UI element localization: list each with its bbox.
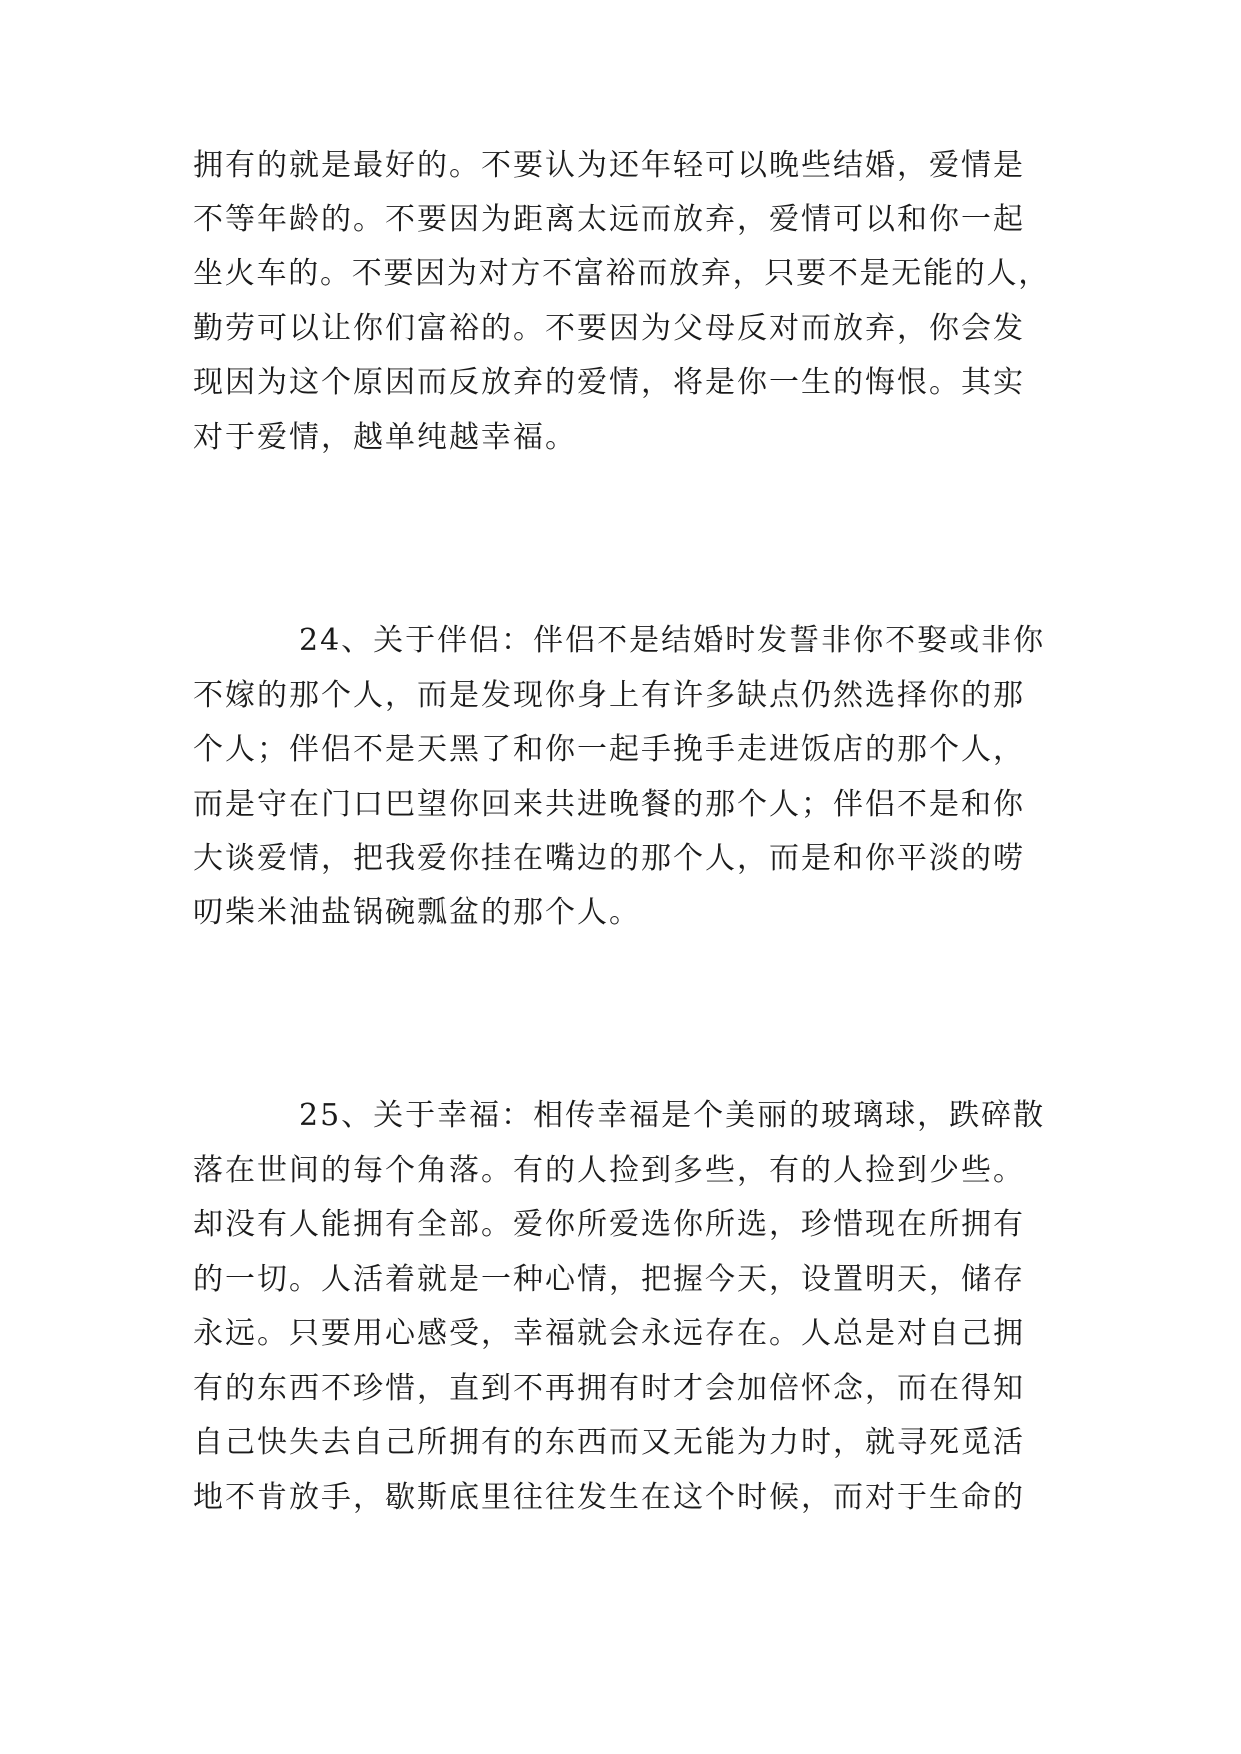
text-line: 却没有人能拥有全部。爱你所爱选你所选，珍惜现在所拥有 bbox=[193, 1207, 1025, 1242]
text-line: 现因为这个原因而反放弃的爱情，将是你一生的悔恨。其实 bbox=[193, 365, 1025, 400]
text-line: 永远。只要用心感受，幸福就会永远存在。人总是对自己拥 bbox=[193, 1316, 1025, 1351]
text-line: 对于爱情，越单纯越幸福。 bbox=[193, 420, 577, 455]
text-line: 自己快失去自己所拥有的东西而又无能为力时，就寻死觅活 bbox=[193, 1425, 1025, 1460]
text-line: 地不肯放手，歇斯底里往往发生在这个时候，而对于生命的 bbox=[193, 1480, 1025, 1515]
text-line: 不等年龄的。不要因为距离太远而放弃，爱情可以和你一起 bbox=[193, 202, 1025, 237]
text-line: 25、关于幸福：相传幸福是个美丽的玻璃球，跌碎散 bbox=[299, 1098, 1046, 1133]
text-line: 而是守在门口巴望你回来共进晚餐的那个人；伴侣不是和你 bbox=[193, 787, 1025, 822]
text-line: 个人；伴侣不是天黑了和你一起手挽手走进饭店的那个人， bbox=[193, 732, 1025, 767]
text-line: 大谈爱情，把我爱你挂在嘴边的那个人，而是和你平淡的唠 bbox=[193, 841, 1025, 876]
text-line: 勤劳可以让你们富裕的。不要因为父母反对而放弃，你会发 bbox=[193, 311, 1025, 346]
text-line: 叨柴米油盐锅碗瓢盆的那个人。 bbox=[193, 895, 641, 930]
text-line: 落在世间的每个角落。有的人捡到多些，有的人捡到少些。 bbox=[193, 1153, 1025, 1188]
text-line: 坐火车的。不要因为对方不富裕而放弃，只要不是无能的人， bbox=[193, 256, 1050, 291]
text-line: 24、关于伴侣：伴侣不是结婚时发誓非你不娶或非你 bbox=[299, 623, 1046, 658]
text-line: 不嫁的那个人，而是发现你身上有许多缺点仍然选择你的那 bbox=[193, 678, 1025, 713]
text-line: 拥有的就是最好的。不要认为还年轻可以晚些结婚，爱情是 bbox=[193, 148, 1025, 183]
text-line: 的一切。人活着就是一种心情，把握今天，设置明天，储存 bbox=[193, 1262, 1025, 1297]
text-line: 有的东西不珍惜，直到不再拥有时才会加倍怀念，而在得知 bbox=[193, 1371, 1025, 1406]
